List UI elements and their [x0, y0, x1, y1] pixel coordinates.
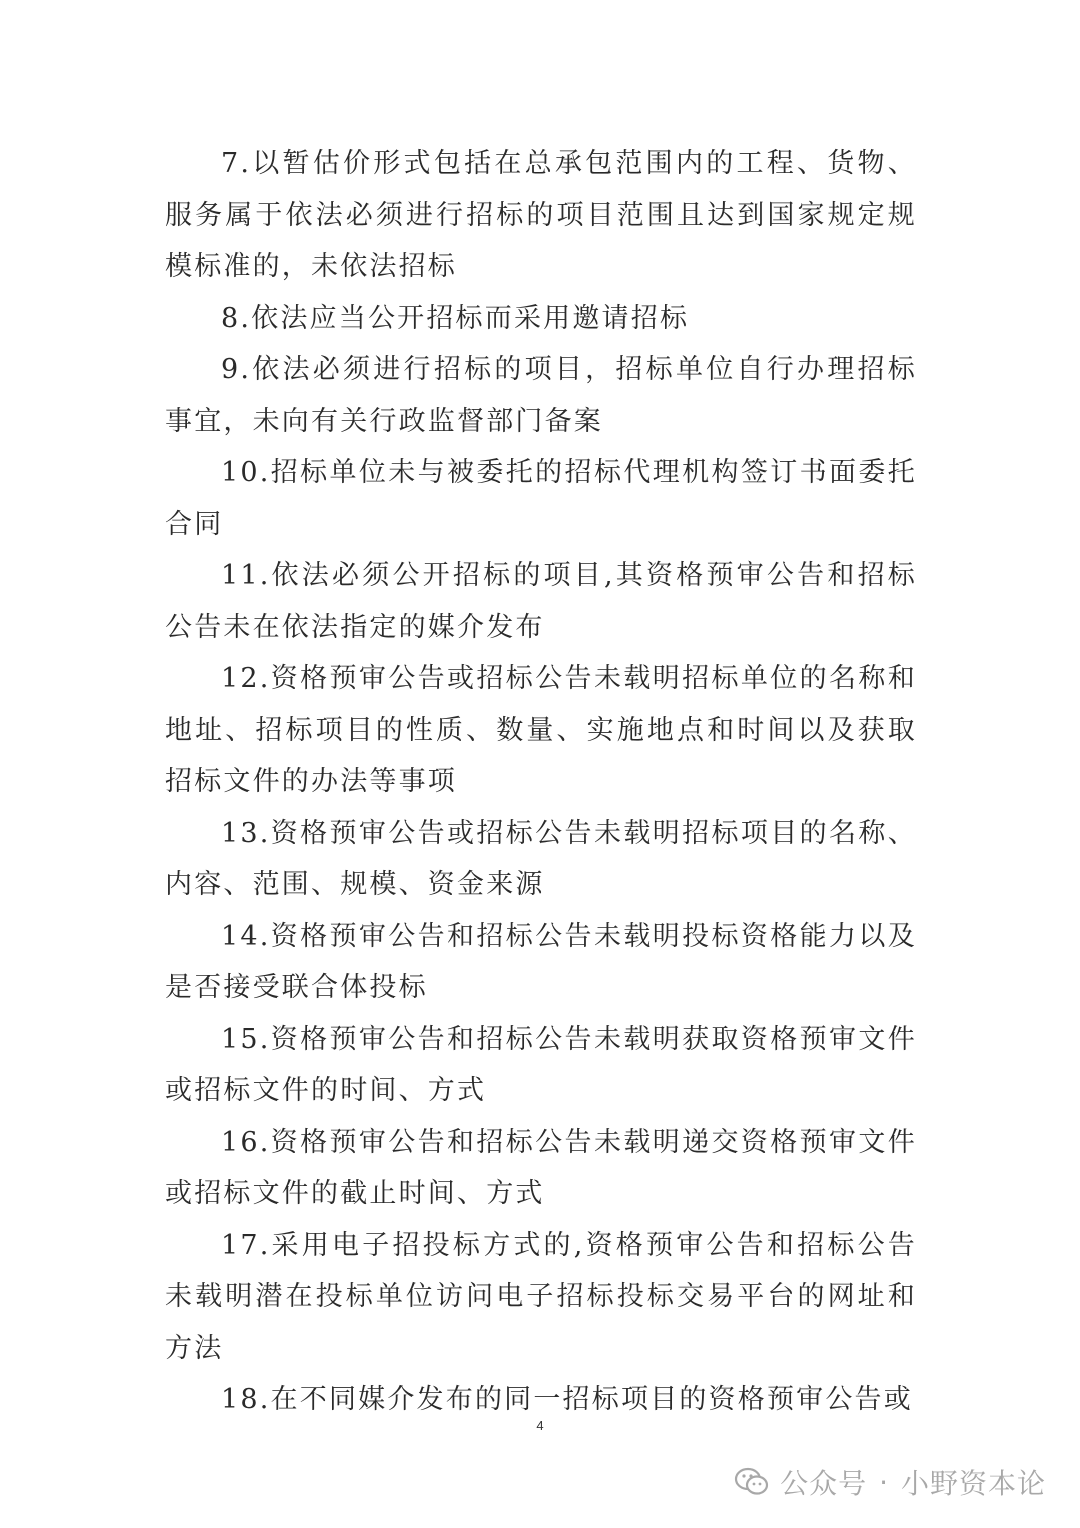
- paragraph-item-14: 14.资格预审公告和招标公告未载明投标资格能力以及是否接受联合体投标: [165, 920, 917, 1003]
- document-body: [165, 138, 917, 1426]
- paragraph-item-17: 17.采用电子招投标方式的,资格预审公告和招标公告未载明潜在投标单位访问电子招标投标交易平台的网址和方法: [165, 1229, 917, 1364]
- paragraph-item-10: 10.招标单位未与被委托的招标代理机构签订书面委托合同: [165, 457, 917, 540]
- paragraph-item-8: 8.依法应当公开招标而采用邀请招标: [221, 302, 690, 334]
- watermark-separator: ·: [879, 1465, 889, 1499]
- wechat-icon: [734, 1466, 770, 1498]
- page-number: 4: [536, 1418, 544, 1433]
- paragraph-item-16: 16.资格预审公告和招标公告未载明递交资格预审文件或招标文件的截止时间、方式: [165, 1126, 917, 1209]
- paragraph-item-7: 7.以暂估价形式包括在总承包范围内的工程、货物、服务属于依法必须进行招标的项目范围且达到国家规定规模标准的，未依法招标: [165, 148, 917, 282]
- paragraph-item-15: 15.资格预审公告和招标公告未载明获取资格预审文件或招标文件的时间、方式: [165, 1023, 917, 1106]
- paragraph-item-12: 12.资格预审公告或招标公告未载明招标单位的名称和地址、招标项目的性质、数量、实施地点和时间以及获取招标文件的办法等事项: [165, 663, 917, 797]
- watermark-account: 小野资本论: [900, 1467, 1046, 1500]
- watermark: [734, 1462, 1046, 1502]
- paragraph-item-9: 9.依法必须进行招标的项目，招标单位自行办理招标事宜，未向有关行政监督部门备案: [165, 354, 917, 437]
- paragraph-item-18: 18.在不同媒介发布的同一招标项目的资格预审公告或: [221, 1384, 913, 1415]
- watermark-prefix: 公众号: [780, 1467, 868, 1500]
- paragraph-item-11: 11.依法必须公开招标的项目,其资格预审公告和招标公告未在依法指定的媒介发布: [165, 560, 917, 643]
- paragraph-item-13: 13.资格预审公告或招标公告未载明招标项目的名称、内容、范围、规模、资金来源: [165, 817, 917, 900]
